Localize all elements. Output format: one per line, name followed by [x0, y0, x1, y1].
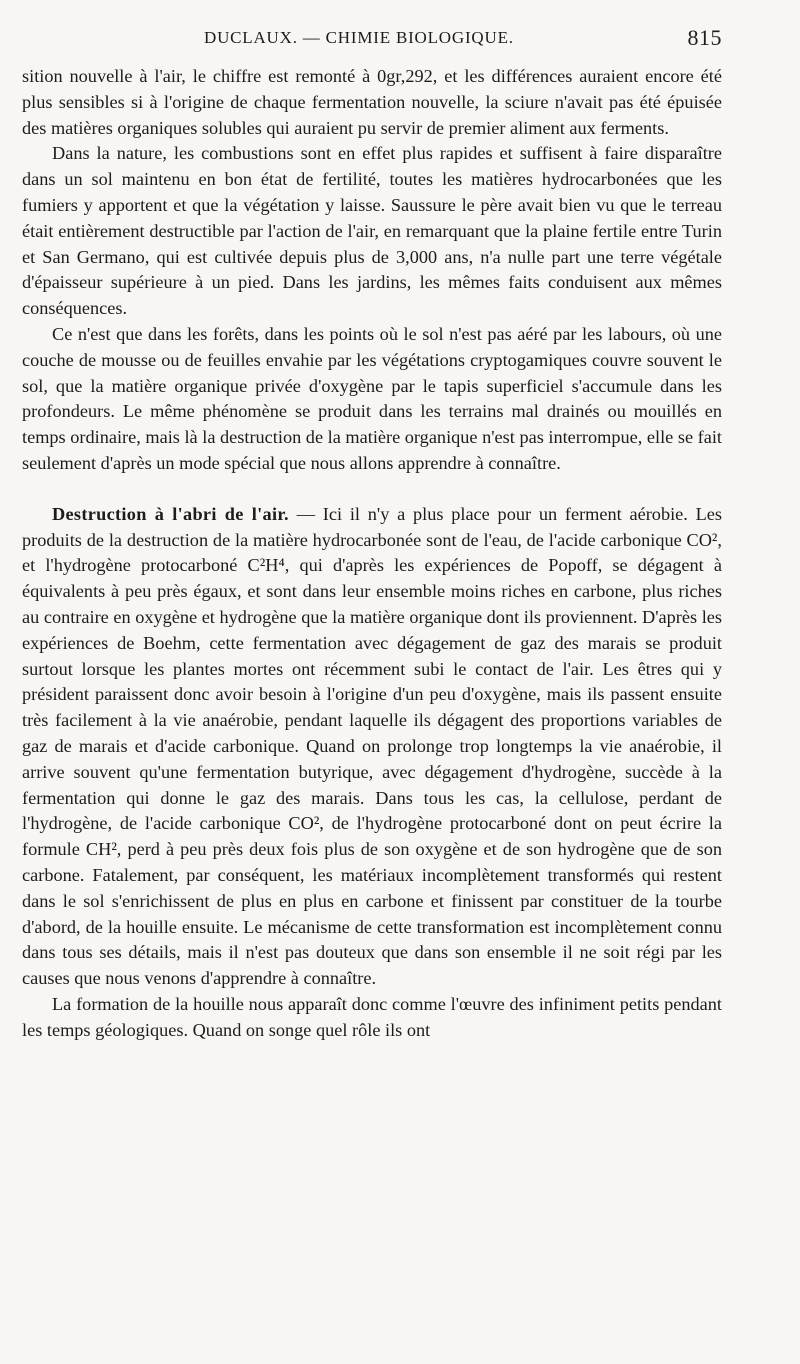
paragraph-houille: La formation de la houille nous apparaît donc comme l'œuvre des infiniment petits pendant les temps géologiques. Quand on songe quel rôle ils ont	[22, 993, 722, 1040]
section-title: Destruction à l'abri de l'air.	[52, 503, 289, 524]
running-head: DUCLAUX. — CHIMIE BIOLOGIQUE.	[204, 28, 514, 47]
section-destruction	[22, 502, 722, 992]
body-text	[22, 64, 722, 1043]
section-separator: —	[296, 503, 315, 524]
page-header	[22, 25, 722, 58]
paragraph-continued: sition nouvelle à l'air, le chiffre est remonté à 0gr,292, et les différences auraient encore été plus sensibles si à l'origine de chaque fermentation nouvelle, la sciure n'avait pas été épuisée des matières organiques solubles qui auraient pu servir de premier aliment aux ferments.	[22, 66, 722, 138]
paragraph-combustion: Dans la nature, les combustions sont en effet plus rapides et suffisent à faire disparaître dans un sol maintenu en bon état de fertilité, toutes les matières hydrocarbonées que les fumiers y apportent et que la végétation y laisse. Saussure le père avait bien vu que le terreau était entièrement destructible par l'action de l'air, en remarquant que la plaine fertile entre Turin et San Germano, qui est cultivée depuis plus de 3,000 ans, n'a nulle part une terre végétale d'épaisseur supérieure à un pied. Dans les jardins, les mêmes faits conduisent aux mêmes conséquences.	[22, 143, 722, 319]
paragraph-forests: Ce n'est que dans les forêts, dans les points où le sol n'est pas aéré par les labours, où une couche de mousse ou de feuilles envahie par les végétations cryptogamiques couvre souvent le sol, que la matière organique privée d'oxygène par le tapis superficiel s'accumule dans les profondeurs. Le même phénomène se produit dans les terrains mal drainés ou mouillés en temps ordinaire, mais là la destruction de la matière organique n'est pas interrompue, elle se fait seulement d'après un mode spécial que nous allons apprendre à connaître.	[22, 323, 722, 473]
section-text: Ici il n'y a plus place pour un ferment aérobie. Les produits de la destruction de la matière hydrocarbonée sont de l'eau, de l'acide carbonique CO², et l'hydrogène protocarboné C²H⁴, qui d'après les expériences de Popoff, se dégagent à équivalents à peu près égaux, et sont dans leur ensemble moins riches en carbone, plus riches au contraire en oxygène et hydrogène que la matière organique dont ils proviennent. D'après les expériences de Boehm, cette fermentation avec dégagement de gaz des marais se produit surtout lorsque les plantes mortes ont récemment subi le contact de l'air. Les êtres qui y président paraissent donc avoir besoin à l'origine d'un peu d'oxygène, mais ils passent ensuite très facilement à la vie anaérobie, pendant laquelle ils dégagent des proportions variables de gaz de marais et d'acide carbonique. Quand on prolonge trop longtemps la vie anaérobie, il arrive souvent qu'une fermentation butyrique, avec dégagement d'hydrogène, succède à la fermentation qui donne le gaz des marais. Dans tous les cas, la cellulose, perdant de l'hydrogène, de l'acide carbonique CO², de l'hydrogène protocarboné dont on peut écrire la formule CH², perd à peu près deux fois plus de son oxygène et de son hydrogène que de son carbone. Fatalement, par conséquent, les matériaux incomplètement transformés qui restent dans le sol s'enrichissent de plus en plus en carbone et finissent par constituer de la tourbe d'abord, de la houille ensuite. Le mécanisme de cette transformation est incomplètement connu dans tous ses détails, mais il n'est pas douteux que dans son ensemble il ne soit régi par les causes que nous venons d'apprendre à connaître.	[22, 503, 723, 989]
page-number: 815	[687, 25, 722, 50]
